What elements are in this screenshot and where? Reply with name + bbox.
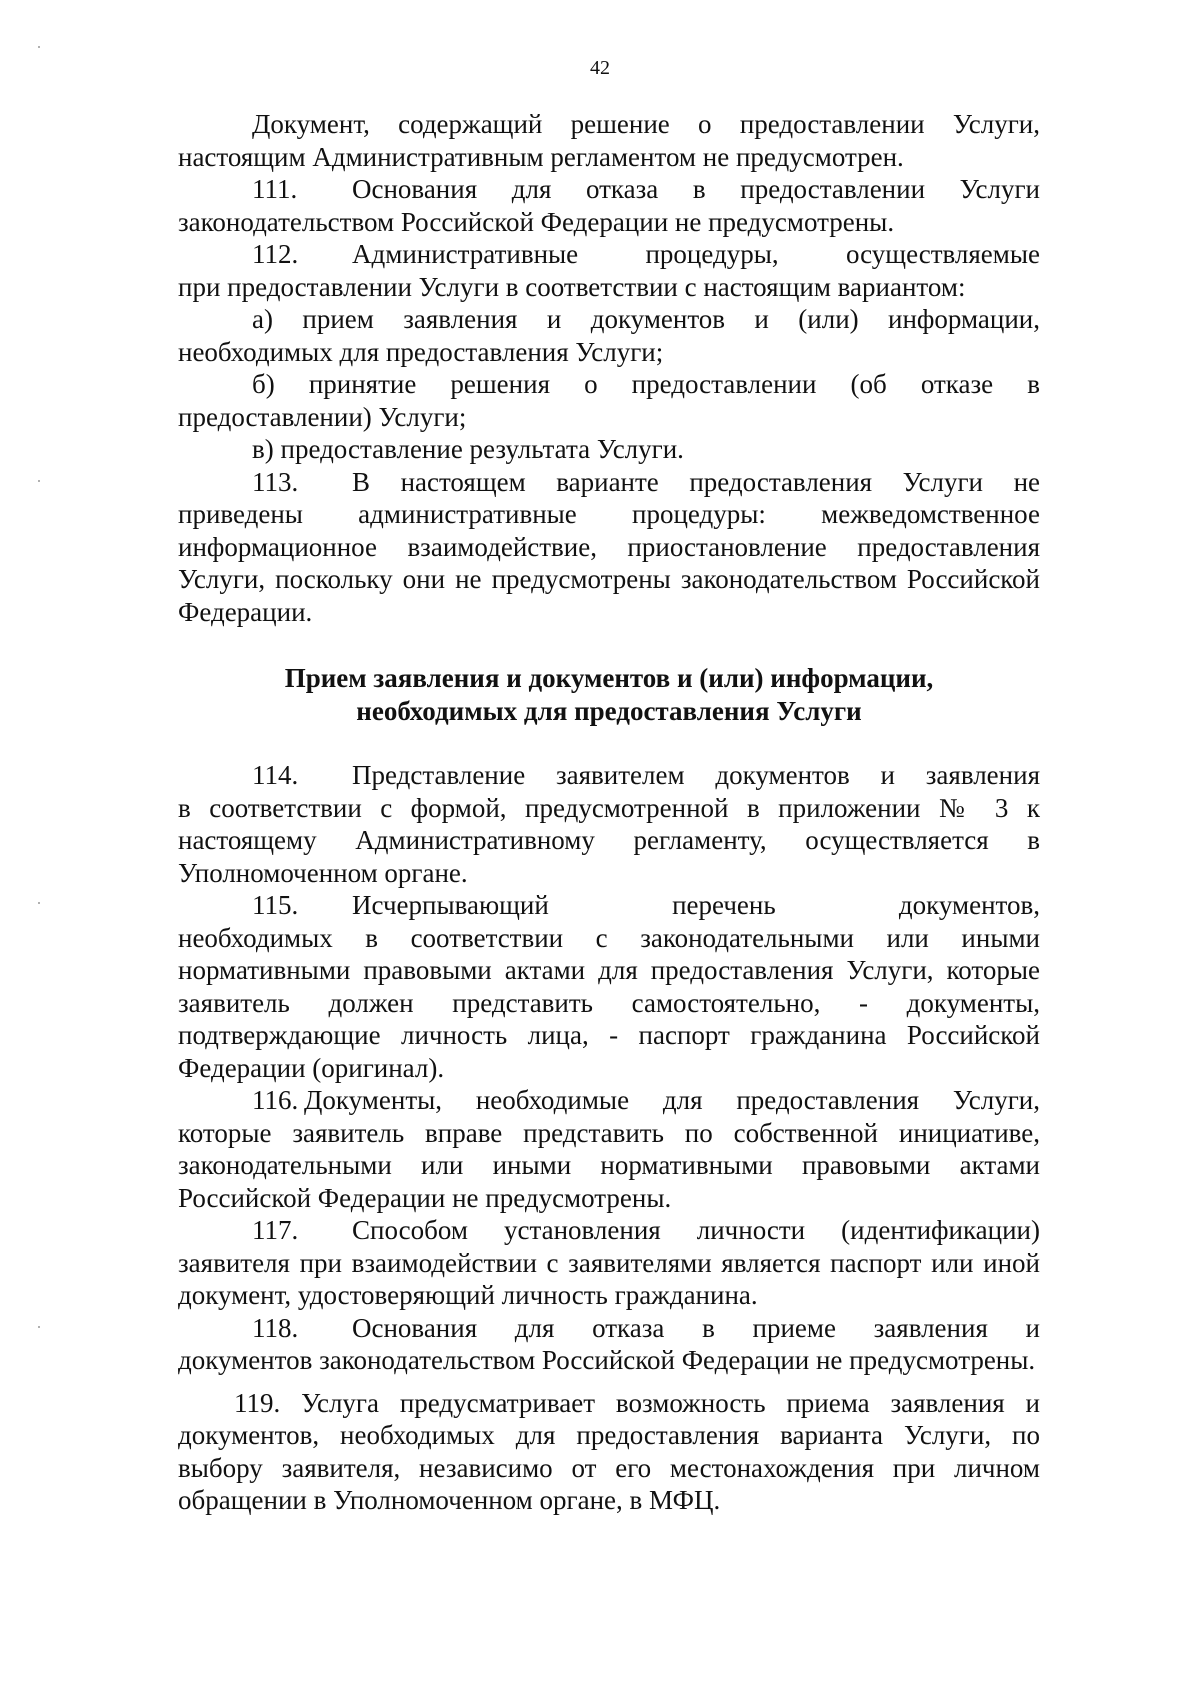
paragraph-116 bbox=[178, 1084, 1040, 1214]
paragraph-first-line bbox=[178, 889, 1040, 922]
paragraph-continuation: законодательством Российской Федерации не предусмотрены. bbox=[178, 206, 895, 237]
paragraph-first-line bbox=[178, 1387, 1040, 1420]
scan-speck bbox=[38, 1326, 40, 1328]
paragraph-first-line-text: Представление заявителем документов и заявления bbox=[352, 760, 1040, 790]
paragraph-first-line-text: Административные процедуры, осуществляемые bbox=[352, 239, 1040, 269]
paragraph-first-line-text: Основания для отказа в приеме заявления и bbox=[352, 1312, 1040, 1343]
paragraph-first-line bbox=[178, 759, 1040, 792]
paragraph-first-line bbox=[178, 1214, 1040, 1247]
paragraph-117 bbox=[178, 1214, 1040, 1312]
paragraph-number: 111. bbox=[252, 174, 298, 204]
list-item-c bbox=[178, 433, 1040, 466]
paragraph-continuation: приведены административные процедуры: межведомственное информационное взаимодействие, приостановление предоставления Услуги, поскольку они не предусмотрены законодательством Российской Федерации. bbox=[178, 499, 1040, 627]
paragraph-first-line bbox=[178, 173, 1040, 206]
paragraph-first-line: Документ, содержащий решение о предоставлении Услуги, bbox=[252, 109, 1040, 139]
paragraph-number: 114. bbox=[252, 760, 299, 790]
paragraph-continuation: заявителя при взаимодействии с заявителями является паспорт или иной документ, удостоверяющий личность гражданина. bbox=[178, 1247, 1040, 1310]
list-item-a bbox=[178, 303, 1040, 368]
paragraph-number: 113. bbox=[252, 466, 299, 497]
paragraph-114 bbox=[178, 759, 1040, 889]
paragraph-first-line-text: Исчерпывающий перечень документов, bbox=[352, 890, 1040, 920]
paragraph-119 bbox=[178, 1387, 1040, 1517]
scan-speck bbox=[38, 46, 40, 48]
paragraph-continuation: необходимых в соответствии с законодательными или иными нормативными правовыми актами для предоставления Услуги, которые заявитель должен представить самостоятельно, - документы, подтверждающие личность лица, - паспорт гражданина Российской Федерации (оригинал). bbox=[178, 922, 1040, 1083]
paragraph-number: 119. bbox=[234, 1387, 281, 1418]
paragraph-first-line bbox=[178, 238, 1040, 271]
paragraph-document-decision bbox=[178, 108, 1040, 173]
paragraph-112 bbox=[178, 238, 1040, 303]
scan-speck bbox=[38, 480, 40, 482]
paragraph-113 bbox=[178, 466, 1040, 629]
paragraph-number: 115. bbox=[252, 890, 299, 920]
paragraph-first-line-text: Основания для отказа в предоставлении Услуги bbox=[352, 174, 1040, 204]
paragraph-continuation: документов, необходимых для предоставления варианта Услуги, по выбору заявителя, независимо от его местонахождения при личном обращении в Уполномоченном органе, в МФЦ. bbox=[178, 1420, 1040, 1515]
section-heading-line: необходимых для предоставления Услуги bbox=[356, 695, 862, 726]
list-item-first-line: в) предоставление результата Услуги. bbox=[252, 434, 684, 464]
paragraph-first-line bbox=[178, 1312, 1040, 1345]
list-item-continuation: предоставлении) Услуги; bbox=[178, 401, 467, 432]
paragraph-continuation: документов законодательством Российской Федерации не предусмотрены. bbox=[178, 1345, 1036, 1375]
paragraph-first-line-text: Способом установления личности (идентификации) bbox=[352, 1215, 1040, 1245]
paragraph-first-line-text: Документы, необходимые для предоставления Услуги, bbox=[304, 1085, 1040, 1115]
list-item-first-line: а) прием заявления и документов и (или) информации, bbox=[252, 304, 1040, 334]
paragraph-number: 117. bbox=[252, 1215, 299, 1245]
paragraph-first-line-text: Услуга предусматривает возможность приема заявления и bbox=[301, 1387, 1040, 1418]
scan-speck bbox=[38, 902, 40, 904]
paragraph-first-line bbox=[178, 466, 1040, 499]
document-body bbox=[178, 108, 1040, 1517]
paragraph-first-line bbox=[178, 1084, 1040, 1117]
paragraph-111 bbox=[178, 173, 1040, 238]
section-heading bbox=[178, 662, 1040, 727]
list-item-continuation: необходимых для предоставления Услуги; bbox=[178, 336, 664, 367]
paragraph-115 bbox=[178, 889, 1040, 1084]
paragraph-first-line-text: В настоящем варианте предоставления Услуги не bbox=[352, 466, 1040, 497]
paragraph-continuation: настоящим Административным регламентом не предусмотрен. bbox=[178, 141, 904, 172]
paragraph-number: 112. bbox=[252, 239, 299, 269]
paragraph-continuation: которые заявитель вправе представить по собственной инициативе, законодательными или иными нормативными правовыми актами Российской Федерации не предусмотрены. bbox=[178, 1117, 1040, 1213]
paragraph-118 bbox=[178, 1312, 1040, 1377]
paragraph-continuation: при предоставлении Услуги в соответствии с настоящим вариантом: bbox=[178, 271, 966, 302]
page-number: 42 bbox=[590, 57, 610, 79]
section-heading-line: Прием заявления и документов и (или) информации, bbox=[284, 663, 934, 693]
list-item-b bbox=[178, 368, 1040, 433]
paragraph-continuation: в соответствии с формой, предусмотренной в приложении № 3 к настоящему Административному регламенту, осуществляется в Уполномоченном органе. bbox=[178, 792, 1040, 888]
list-item-first-line: б) принятие решения о предоставлении (об отказе в bbox=[252, 369, 1040, 399]
paragraph-number: 116. bbox=[252, 1085, 299, 1115]
paragraph-number: 118. bbox=[252, 1312, 299, 1343]
